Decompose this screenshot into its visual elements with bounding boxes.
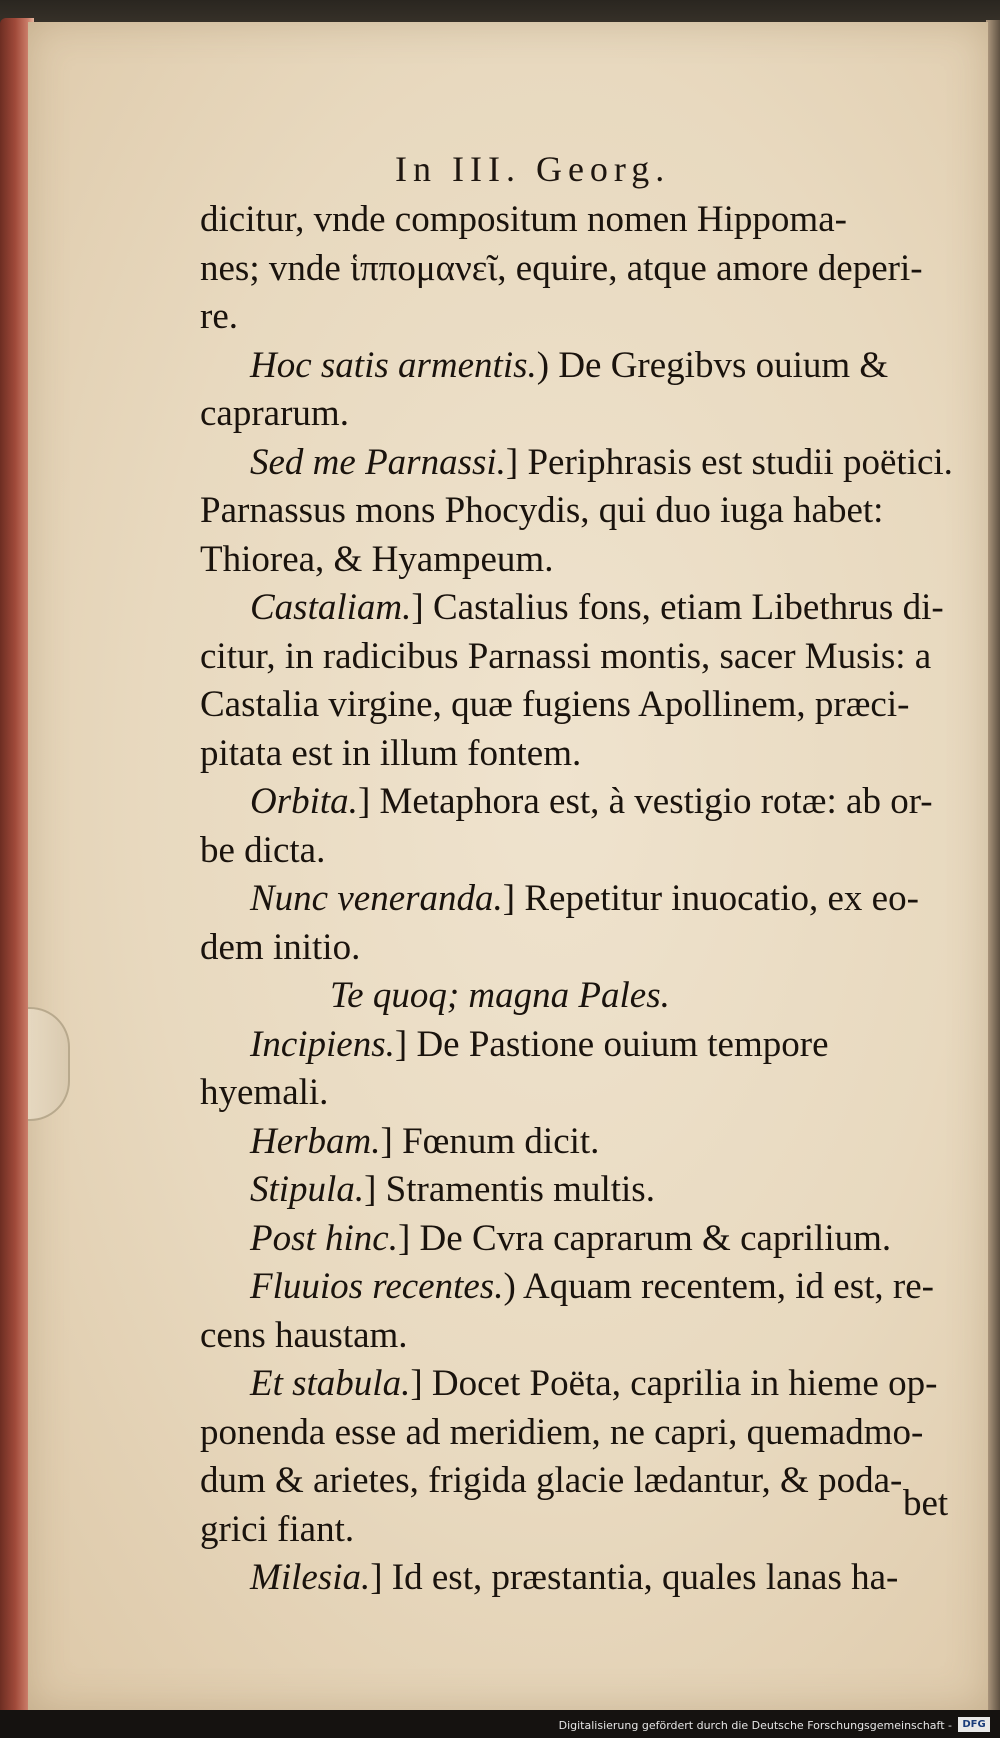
text-line <box>200 390 960 439</box>
lemma: Incipiens. <box>250 1023 395 1065</box>
lemma: Hoc satis armentis. <box>250 344 537 386</box>
text-line <box>200 293 960 342</box>
digitization-credit: Digitalisierung gefördert durch die Deutsche Forschungsgemeinschaft - <box>558 1719 952 1732</box>
line-text: ] Fœnum dicit. <box>380 1120 600 1162</box>
lemma: Orbita. <box>250 781 358 822</box>
text-line <box>200 1263 960 1312</box>
line-text: ] Periphrasis est studii poëtici. <box>505 441 953 483</box>
line-text: pitata est in illum fontem. <box>200 732 582 774</box>
line-text: ] De Pastione ouium tempore <box>394 1023 829 1065</box>
line-text: ] Id est, præstantia, quales lanas ha- <box>370 1557 899 1598</box>
scan-bottom-strip <box>0 1710 1000 1738</box>
line-text: ] Repetitur inuocatio, ex eo- <box>502 878 919 919</box>
text-line <box>200 439 960 488</box>
line-text: dem initio. <box>200 926 361 968</box>
lemma: Post hinc. <box>250 1217 398 1259</box>
line-text: Thiorea, & Hyampeum. <box>200 538 554 580</box>
lemma: Castaliam. <box>250 587 412 628</box>
line-text: ] De Cvra caprarum & caprilium. <box>397 1217 892 1259</box>
text-line <box>200 196 960 245</box>
lemma: Stipula. <box>250 1169 365 1210</box>
line-text: hyemali. <box>200 1072 329 1113</box>
catchword: bet <box>903 1483 949 1524</box>
line-text: citur, in radicibus Parnassi montis, sacer Musis: a <box>200 635 932 677</box>
text-line <box>200 1312 960 1361</box>
text-line <box>200 633 960 682</box>
dfg-logo: DFG <box>958 1717 990 1732</box>
text-line <box>200 584 960 633</box>
text-line <box>200 730 960 779</box>
text-line <box>200 1166 960 1215</box>
text-line <box>200 972 960 1021</box>
commentary-text <box>200 196 960 1603</box>
line-text: cens haustam. <box>200 1314 408 1356</box>
line-text: ponenda esse ad meridiem, ne capri, quemadmo- <box>200 1411 924 1453</box>
lemma: Sed me Parnassi. <box>250 441 506 483</box>
lemma: Et stabula. <box>250 1363 411 1404</box>
text-line <box>200 1069 960 1118</box>
text-line <box>200 245 960 294</box>
lemma: Milesia. <box>250 1557 371 1598</box>
text-line <box>200 342 960 391</box>
line-text: ] Docet Poëta, caprilia in hieme op- <box>410 1363 938 1404</box>
line-text: Parnassus mons Phocydis, qui duo iuga habet: <box>200 490 884 531</box>
line-text: Castalia virgine, quæ fugiens Apollinem, præci- <box>200 684 910 725</box>
line-text: dum & arietes, frigida glacie lædantur, & poda- <box>200 1460 903 1501</box>
line-text: nes; vnde ἱππομανεῖ, equire, atque amore deperi- <box>200 247 923 289</box>
line-text: ) Aquam recentem, id est, re- <box>503 1266 934 1307</box>
text-line <box>200 1506 960 1555</box>
text-line <box>200 1409 960 1458</box>
line-text: dicitur, vnde compositum nomen Hippoma- <box>200 199 847 240</box>
text-line <box>200 1554 960 1603</box>
line-text: grici fiant. <box>200 1508 355 1550</box>
text-line <box>200 778 960 827</box>
text-line <box>200 536 960 585</box>
text-line <box>200 1021 960 1070</box>
lemma: Herbam. <box>250 1120 381 1162</box>
line-text: caprarum. <box>200 393 349 434</box>
book-right-edge <box>986 20 1000 1720</box>
lemma: Fluuios recentes. <box>250 1266 504 1307</box>
line-text: be dicta. <box>200 829 326 871</box>
line-text: re. <box>200 296 238 337</box>
text-line <box>200 1118 960 1167</box>
text-line <box>200 1215 960 1264</box>
page-clasp <box>28 1007 70 1121</box>
line-text: ] Castalius fons, etiam Libethrus di- <box>411 587 944 628</box>
text-line <box>200 1360 960 1409</box>
text-line <box>200 681 960 730</box>
line-text: ) De Gregibvs ouium & <box>536 344 889 386</box>
running-head: In III. Georg. <box>395 149 671 189</box>
text-line <box>200 827 960 876</box>
line-text: ] Metaphora est, à vestigio rotæ: ab or- <box>357 781 933 822</box>
text-line <box>200 924 960 973</box>
lemma: Nunc veneranda. <box>250 878 503 919</box>
line-text: ] Stramentis multis. <box>364 1169 655 1210</box>
text-line <box>200 487 960 536</box>
text-line <box>200 875 960 924</box>
lemma: Te quoq; magna Pales. <box>330 975 670 1016</box>
text-line <box>200 1457 960 1506</box>
